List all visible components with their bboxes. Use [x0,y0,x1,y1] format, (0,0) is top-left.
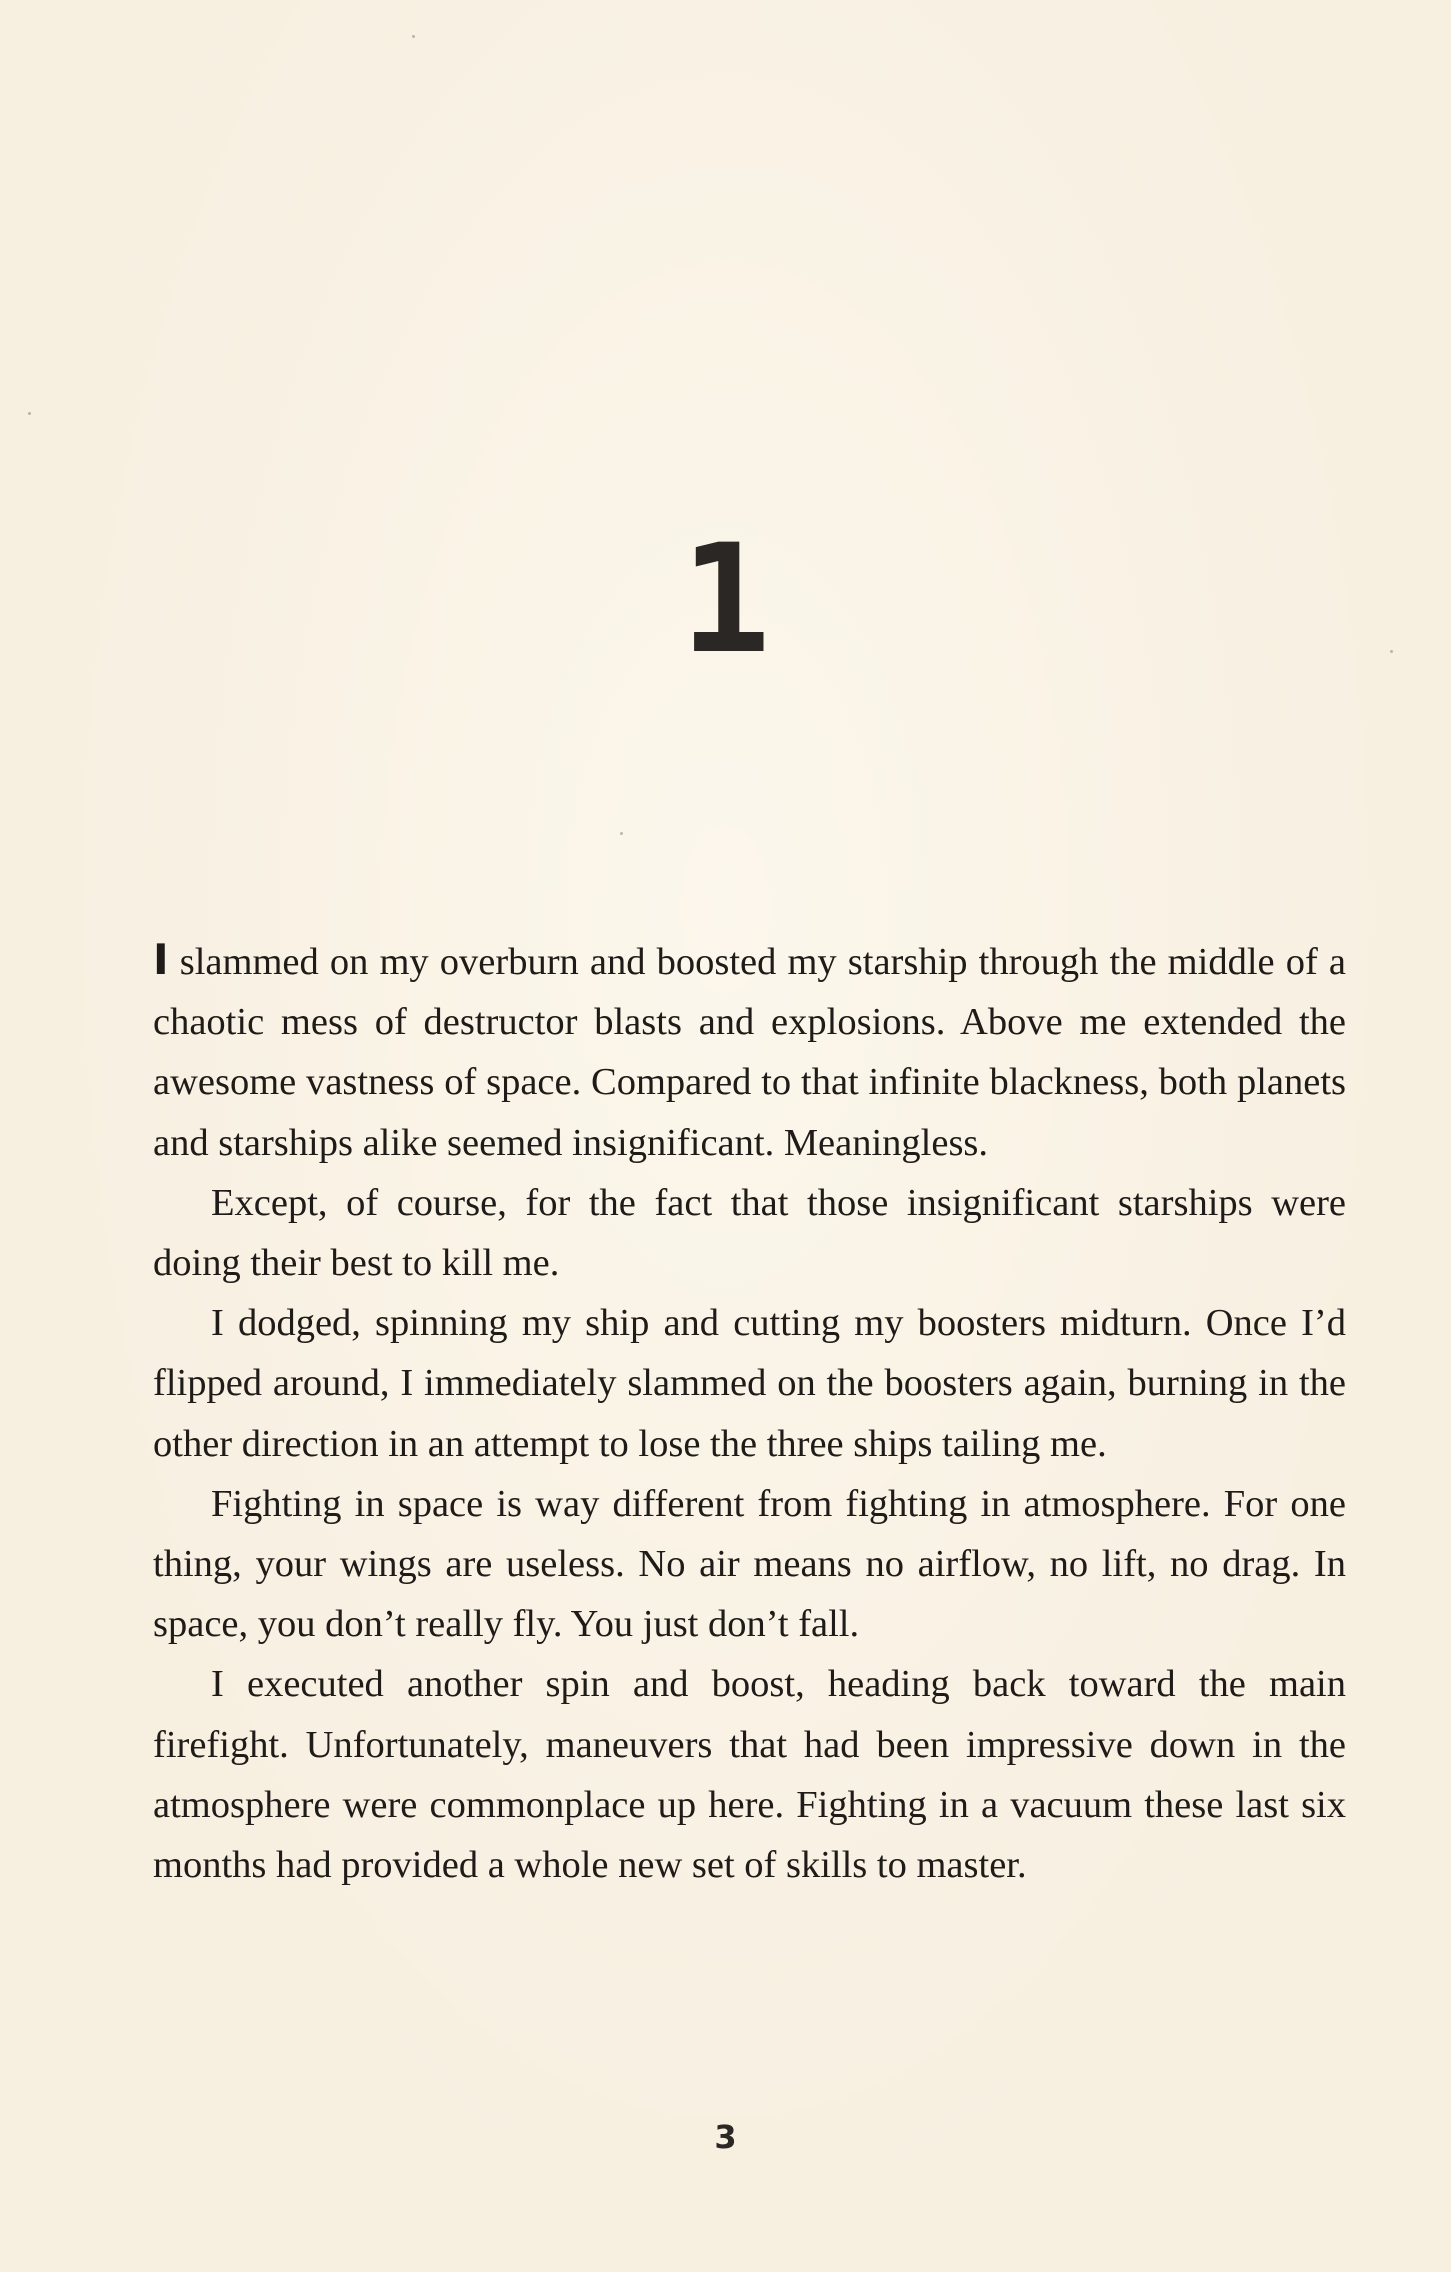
paragraph: I executed another spin and boost, heading back toward the main firefight. Unfortunately, maneuvers that had been impressive down in the atmosphere were commonplace up here. Fighting in a vacuum these last six months had provided a whole new set of skills to master. [153,1663,1346,1887]
paragraph [153,930,1346,1173]
chapter-body [153,930,1346,1895]
paper-speck [620,832,623,835]
drop-cap: I [153,935,169,984]
chapter-number: 1 [680,513,771,687]
page-number: 3 [714,2118,737,2156]
paragraph: Fighting in space is way different from fighting in atmosphere. For one thing, your wings are useless. No air means no airflow, no lift, no drag. In space, you don’t really fly. You just don’t fall. [153,1482,1346,1646]
paragraph-text: slammed on my overburn and boosted my starship through the middle of a chaotic mess of destructor blasts and explosions. Above me extended the awesome vastness of space. Compared to that infinite blackness, both planets and starships alike seemed insignificant. Meaningless. [153,941,1346,1164]
paragraph: I dodged, spinning my ship and cutting my boosters midturn. Once I’d flipped around, I immediately slammed on the boosters again, burning in the other direction in an attempt to lose the three ships tailing me. [153,1302,1346,1465]
paragraph: Except, of course, for the fact that those insignificant starships were doing their best to kill me. [153,1181,1346,1285]
paper-speck [412,35,415,38]
paper-speck [28,412,31,415]
